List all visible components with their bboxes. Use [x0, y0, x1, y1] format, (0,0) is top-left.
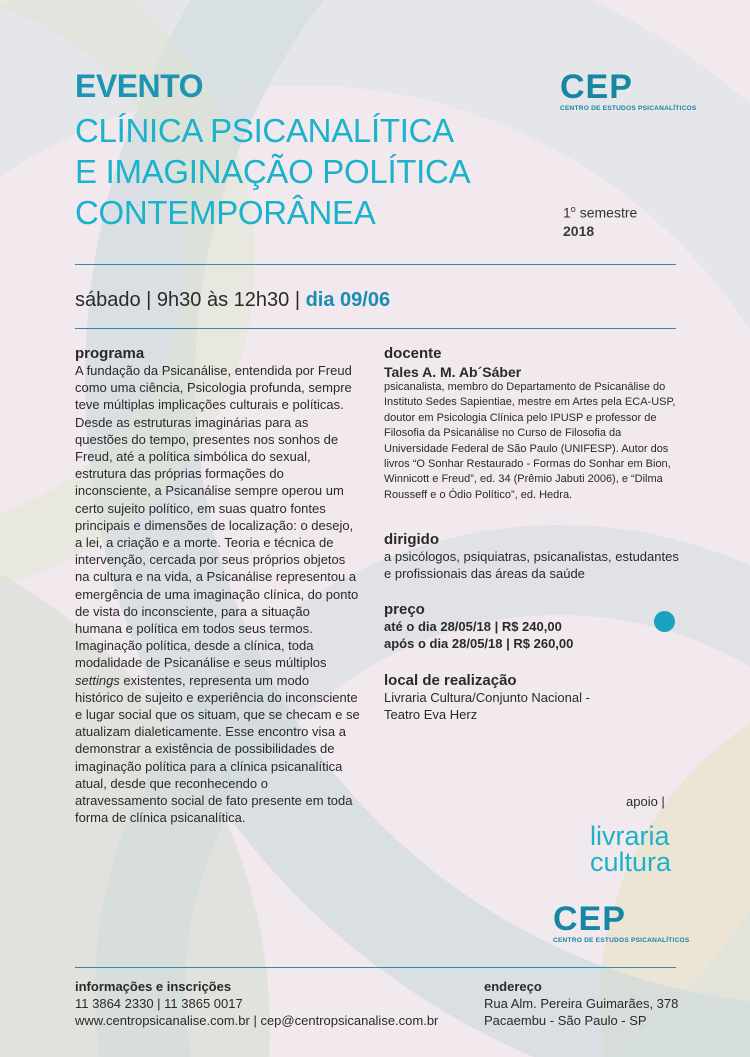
cep-logo-mark: CEP [560, 68, 633, 106]
footer-info [75, 978, 438, 1029]
docente-bio: psicanalista, membro do Departamento de Psicanálise do Instituto Sedes Sapientiae, mestre em Artes pela ECA-USP, doutor em Psicologia Clínica pelo IPUSP e professor de Filosofia da Psicanálise no Curso de Filosofia da Universidade Federal de São Paulo (UNIFESP). Autor dos livros “O Sonhar Restaurado - Formas do Sonhar em Bion, Winnicott e Freud”, ed. 34 (Prêmio Jabuti 2006), e “Dilma Rousseff e o Ódio Político”, ed. Hedra. [384, 381, 676, 501]
cep-logo-bottom [553, 900, 690, 944]
schedule-line [75, 289, 390, 312]
footer-address [484, 978, 678, 1029]
programa-section [75, 345, 360, 826]
dirigido-heading: dirigido [384, 531, 439, 549]
event-title [75, 110, 470, 233]
cep-logo-top [560, 68, 697, 112]
semester-info [563, 200, 637, 240]
preco-line-1: até o dia 28/05/18 | R$ 240,00 [384, 618, 562, 634]
settings-italic: settings [75, 672, 120, 688]
local-heading: local de realização [384, 672, 517, 690]
cep-logo-subtitle-bottom: CENTRO DE ESTUDOS PSICANALÍTICOS [553, 937, 690, 944]
programa-text: A fundação da Psicanálise, entendida por Freud como uma ciência, Psicologia profunda, sempre teve múltiplas implicações culturais e políticas. Desde as estruturas imaginárias para as questões do tempo, presentes nos sonhos de Freud, até a política simbólica do sexual, estrutura das próprias formações do inconsciente, a Psicanálise sempre operou um certo sujeito político, em suas quatro fontes principais e dimensões de localização: o desejo, a lei, a criação e a morte. Teoria e técnica de intervenção, cercada por seus próprios objetos na cultura e na vida, a Psicanálise representou a emergência de uma imaginação clínica, do ponto de vista do inconsciente, para a situação humana e política em todos seus termos. Imaginação política, desde a clínica, toda modalidade de Psicanálise e seus múltiplos settings existentes, representa um modo histórico de sujeito e experiência do inconsciente e lugar social que os situam, que se checam e se atualizam dialeticamente. Esse encontro visa a demonstrar a existência de possibilidades de imaginação política para a clínica psicanalítica atual, desde que reconhecendo o atravessamento social de fato presente em toda forma de clínica psicanalítica. [75, 363, 360, 826]
schedule-time: sábado | 9h30 às 12h30 | [75, 289, 306, 311]
details-column [384, 345, 684, 737]
semester-year: 2018 [563, 222, 595, 239]
info-phones: 11 3864 2330 | 11 3865 0017 [75, 996, 243, 1011]
semester-text: semestre [579, 204, 638, 221]
local-section [384, 672, 684, 723]
info-contacts: www.centropsicanalise.com.br | cep@centropsicanalise.com.br [75, 1013, 439, 1028]
divider-footer [75, 967, 676, 968]
dirigido-text: a psicólogos, psiquiatras, psicanalistas, estudantes e profissionais das áreas da saúde [384, 549, 679, 582]
livraria-cultura-logo [590, 823, 671, 875]
cultura-word: cultura [590, 847, 672, 877]
preco-value-2: R$ 260,00 [513, 635, 574, 651]
divider-top [75, 264, 676, 265]
livraria-word: livraria [590, 821, 670, 851]
preco-line-2: após o dia 28/05/18 | R$ 260,00 [384, 635, 574, 651]
address-line-2: Pacaembu - São Paulo - SP [484, 1013, 647, 1028]
accent-dot [654, 611, 675, 632]
preco-section [384, 601, 684, 652]
schedule-day: dia 09/06 [305, 289, 391, 311]
docente-section [384, 345, 684, 503]
programa-heading: programa [75, 345, 145, 362]
title-line-2: E IMAGINAÇÃO POLÍTICA [75, 153, 471, 190]
preco-heading: preço [384, 600, 425, 618]
cep-logo-subtitle: CENTRO DE ESTUDOS PSICANALÍTICOS [560, 105, 697, 112]
address-heading: endereço [484, 979, 542, 994]
title-line-3: CONTEMPORÂNEA [75, 194, 376, 231]
preco-value-1: R$ 240,00 [501, 618, 562, 634]
local-text: Livraria Cultura/Conjunto Nacional - Teatro Eva Herz [384, 690, 590, 723]
cep-logo-mark-bottom: CEP [553, 900, 626, 938]
docente-name: Tales A. M. Ab´Sáber [384, 364, 522, 380]
title-line-1: CLÍNICA PSICANALÍTICA [75, 112, 454, 149]
event-label: EVENTO [75, 68, 203, 104]
address-line-1: Rua Alm. Pereira Guimarães, 378 [484, 996, 679, 1011]
info-heading: informações e inscrições [75, 979, 232, 994]
docente-heading: docente [384, 345, 442, 362]
semester-ordinal: o [570, 204, 576, 214]
dirigido-section [384, 531, 684, 582]
apoio-label: apoio | [626, 794, 665, 809]
divider-schedule [75, 328, 676, 329]
semester-number: 1 [563, 204, 571, 221]
